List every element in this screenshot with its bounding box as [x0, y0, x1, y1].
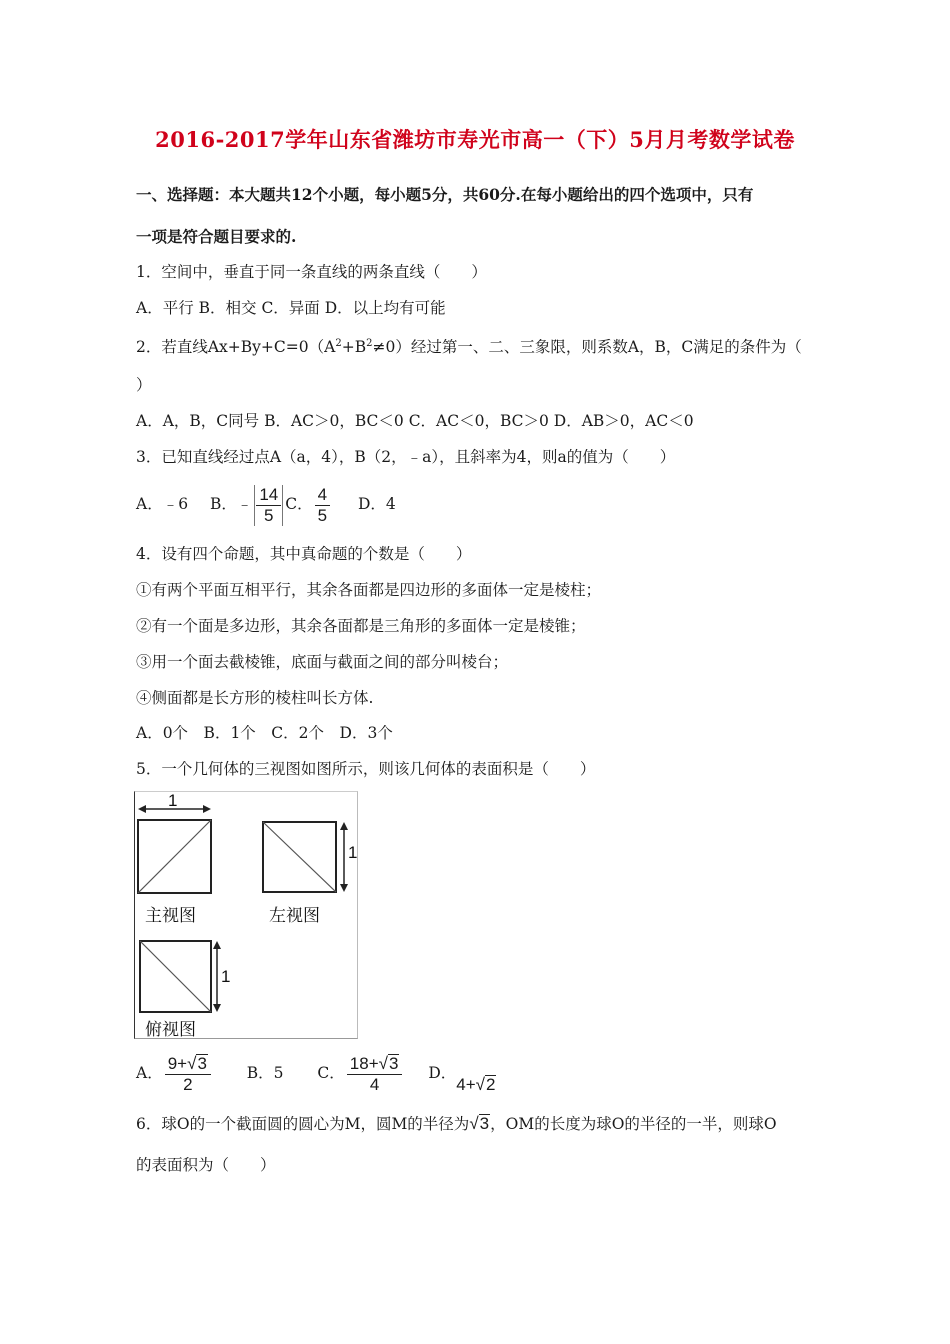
- q6-stem-part-a: 6．球O的一个截面圆的圆心为M，圆M的半径为: [136, 1115, 470, 1133]
- q5-option-a-num-integer: 9+: [167, 1053, 188, 1073]
- side-view: [263, 822, 357, 925]
- q3-option-d: D．4: [357, 495, 396, 513]
- q5-options: [136, 1050, 496, 1108]
- q3-options: [136, 482, 396, 526]
- q3-option-c-denominator: 5: [317, 505, 328, 525]
- top-view-label: 俯视图: [145, 1020, 196, 1038]
- q3-option-b-fraction: [254, 485, 283, 526]
- q5-stem: 5．一个几何体的三视图如图所示，则该几何体的表面积是（ ）: [136, 760, 596, 778]
- q5-option-c-fraction: [347, 1054, 403, 1095]
- q2-stem: [136, 333, 802, 358]
- q2-options: A．A，B，C同号 B．AC＞0，BC＜0 C．AC＜0，BC＞0 D．AB＞0，AC＜0: [136, 412, 694, 430]
- top-view: [140, 941, 230, 1038]
- q2-exponent-1: 2: [335, 338, 342, 349]
- page-title: 2016-2017学年山东省潍坊市寿光市高一（下）5月月考数学试卷: [155, 127, 795, 152]
- side-view-label: 左视图: [269, 906, 320, 925]
- q4-options: A．0个 B．1个 C．2个 D．3个: [136, 724, 393, 742]
- q1-stem: 1．空间中，垂直于同一条直线的两条直线（ ）: [136, 263, 487, 281]
- q5-option-a-radicand: 3: [197, 1053, 207, 1073]
- front-view-label: 主视图: [145, 906, 196, 925]
- q3-option-b-prefix: B．﹣: [209, 495, 253, 513]
- side-dimension-label: 1: [348, 843, 357, 862]
- q6-stem-part-b: ，OM的长度为球O的半径的一半，则球O: [490, 1115, 777, 1133]
- side-view-diagonal: [263, 822, 336, 892]
- q5-option-d-expression: 4+√2: [456, 1075, 496, 1094]
- q5-option-d-radicand: 2: [486, 1075, 496, 1094]
- front-view: [138, 792, 211, 925]
- q3-option-c-prefix: C．: [285, 495, 313, 513]
- front-dimension-arrow-right: [203, 805, 211, 813]
- top-dimension-arrow-bottom: [213, 1004, 221, 1012]
- q5-option-c-radicand: 3: [388, 1053, 399, 1073]
- q3-option-a: A．﹣6: [136, 495, 189, 513]
- q3-option-b-denominator: 5: [264, 505, 274, 525]
- three-view-figure: [134, 791, 358, 1039]
- q5-option-a-prefix: A．: [136, 1064, 163, 1082]
- q5-option-a-fraction: [165, 1054, 211, 1095]
- q5-option-d-prefix: D．: [428, 1064, 457, 1082]
- q6-stem-continued: 的表面积为（ ）: [136, 1156, 276, 1174]
- top-view-diagonal: [140, 941, 211, 1012]
- q2-stem-continued: ）: [136, 376, 152, 394]
- q4-proposition-1: ①有两个平面互相平行，其余各面都是四边形的多面体一定是棱柱；: [136, 581, 602, 599]
- q4-proposition-4: ④侧面都是长方形的棱柱叫长方体.: [136, 689, 374, 707]
- q2-stem-part-b: +B: [341, 338, 367, 357]
- q5-option-a-numerator: 9+√3: [165, 1054, 211, 1075]
- q3-option-c-fraction: [315, 485, 330, 526]
- front-dimension-arrow-left: [138, 805, 146, 813]
- q2-exponent-2: 2: [366, 338, 373, 349]
- section-heading-line1: 一、选择题：本大题共12个小题，每小题5分，共60分.在每小题给出的四个选项中，只有: [136, 185, 754, 204]
- q6-stem: [136, 1113, 777, 1135]
- side-dimension-arrow-top: [340, 822, 348, 830]
- top-dimension-arrow-top: [213, 941, 221, 949]
- front-dimension-label: 1: [168, 792, 178, 810]
- side-dimension-arrow-bottom: [340, 884, 348, 892]
- q3-option-b-numerator: 14: [256, 485, 281, 506]
- q4-stem: 4．设有四个命题，其中真命题的个数是（ ）: [136, 545, 472, 563]
- section-heading-line2: 一项是符合题目要求的.: [136, 227, 297, 246]
- q5-option-b: B．5: [246, 1064, 284, 1082]
- q2-stem-part-a: 2．若直线Ax+By+C=0（A: [136, 338, 336, 357]
- q5-option-c-prefix: C．: [317, 1064, 345, 1082]
- q6-radicand: 3: [479, 1114, 490, 1133]
- q5-option-c-num-integer: 18+: [349, 1053, 379, 1073]
- q4-proposition-3: ③用一个面去截棱锥，底面与截面之间的部分叫棱台；: [136, 653, 509, 671]
- top-dimension-label: 1: [221, 967, 231, 986]
- q5-option-d-integer: 4+: [456, 1075, 476, 1094]
- q3-stem: 3．已知直线经过点A（a，4），B（2，﹣a），且斜率为4，则a的值为（ ）: [136, 448, 676, 466]
- q5-option-c-numerator: 18+√3: [347, 1054, 403, 1075]
- q5-option-a-denominator: 2: [183, 1074, 193, 1094]
- q6-radius-sqrt: √3: [469, 1114, 490, 1133]
- front-view-diagonal: [138, 820, 211, 893]
- q5-option-c-denominator: 4: [369, 1074, 380, 1094]
- q3-option-c-numerator: 4: [315, 485, 330, 506]
- q1-options: A．平行 B．相交 C．异面 D．以上均有可能: [136, 299, 446, 317]
- q4-proposition-2: ②有一个面是多边形，其余各面都是三角形的多面体一定是棱锥；: [136, 617, 586, 635]
- q2-stem-part-c: ≠0）经过第一、二、三象限，则系数A，B，C满足的条件为（: [372, 338, 802, 357]
